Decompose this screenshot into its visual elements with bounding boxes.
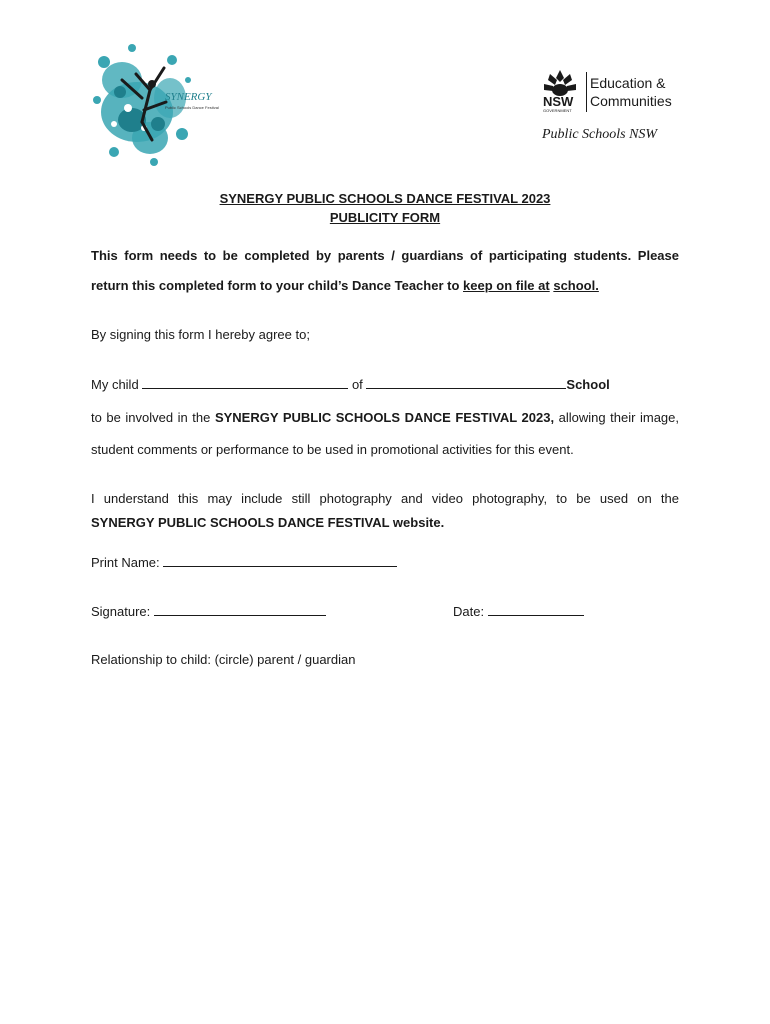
synergy-logo — [92, 40, 237, 168]
involved-line-2: student comments or performance to be used in promotional activities for this event. — [91, 442, 574, 457]
school-label: School — [566, 377, 610, 392]
synergy-logo-text: SYNERGY — [165, 91, 212, 103]
nsw-education-logo — [538, 68, 688, 146]
involved-line-1 — [91, 410, 679, 426]
nsw-government-text: GOVERNMENT — [543, 108, 572, 113]
involved-festival: SYNERGY PUBLIC SCHOOLS DANCE FESTIVAL 2023, — [214, 410, 555, 425]
agree-text: By signing this form I hereby agree to; — [91, 327, 310, 342]
intro-school: school. — [553, 278, 599, 293]
understand-line-2: SYNERGY PUBLIC SCHOOLS DANCE FESTIVAL website. — [91, 515, 445, 530]
involved-prefix: to be involved in the — [91, 410, 215, 425]
synergy-splash-graphic — [92, 40, 237, 168]
dept-line-1: Education & — [590, 75, 666, 91]
child-name-field[interactable] — [142, 376, 348, 389]
signature-field[interactable] — [154, 603, 326, 616]
school-name-field[interactable] — [366, 376, 566, 389]
signature-label: Signature: — [91, 604, 151, 619]
intro-keep-on-file: keep on file at — [463, 278, 550, 293]
date-field[interactable] — [488, 603, 584, 616]
intro-line-1: This form needs to be completed by parents / guardians of participating students. Please — [91, 248, 679, 263]
page-title: SYNERGY PUBLIC SCHOOLS DANCE FESTIVAL 2023 — [219, 191, 551, 206]
print-name-row — [91, 554, 679, 571]
relationship-text: Relationship to child: (circle) parent / guardian — [91, 652, 356, 667]
nsw-mark: NSW — [543, 94, 574, 109]
child-line — [91, 376, 679, 393]
date-row — [453, 603, 613, 620]
involved-suffix: allowing their image, — [554, 410, 679, 425]
nsw-waratah-icon — [538, 68, 688, 146]
page-subtitle: PUBLICITY FORM — [329, 210, 441, 225]
date-label: Date: — [453, 604, 485, 619]
understand-line-1: I understand this may include still photography and video photography, to be used on the — [91, 491, 679, 506]
child-label: My child — [91, 377, 139, 392]
dept-line-2: Communities — [590, 93, 672, 109]
print-name-field[interactable] — [163, 554, 397, 567]
synergy-logo-subtext: Public Schools Dance Festival — [165, 105, 219, 110]
signature-row — [91, 603, 351, 620]
of-label: of — [351, 377, 363, 392]
print-name-label: Print Name: — [91, 555, 160, 570]
intro-line-2-prefix: return this completed form to your child’s Dance Teacher to — [91, 278, 464, 293]
public-schools-script: Public Schools NSW — [542, 127, 658, 142]
intro-line-2 — [91, 278, 679, 294]
